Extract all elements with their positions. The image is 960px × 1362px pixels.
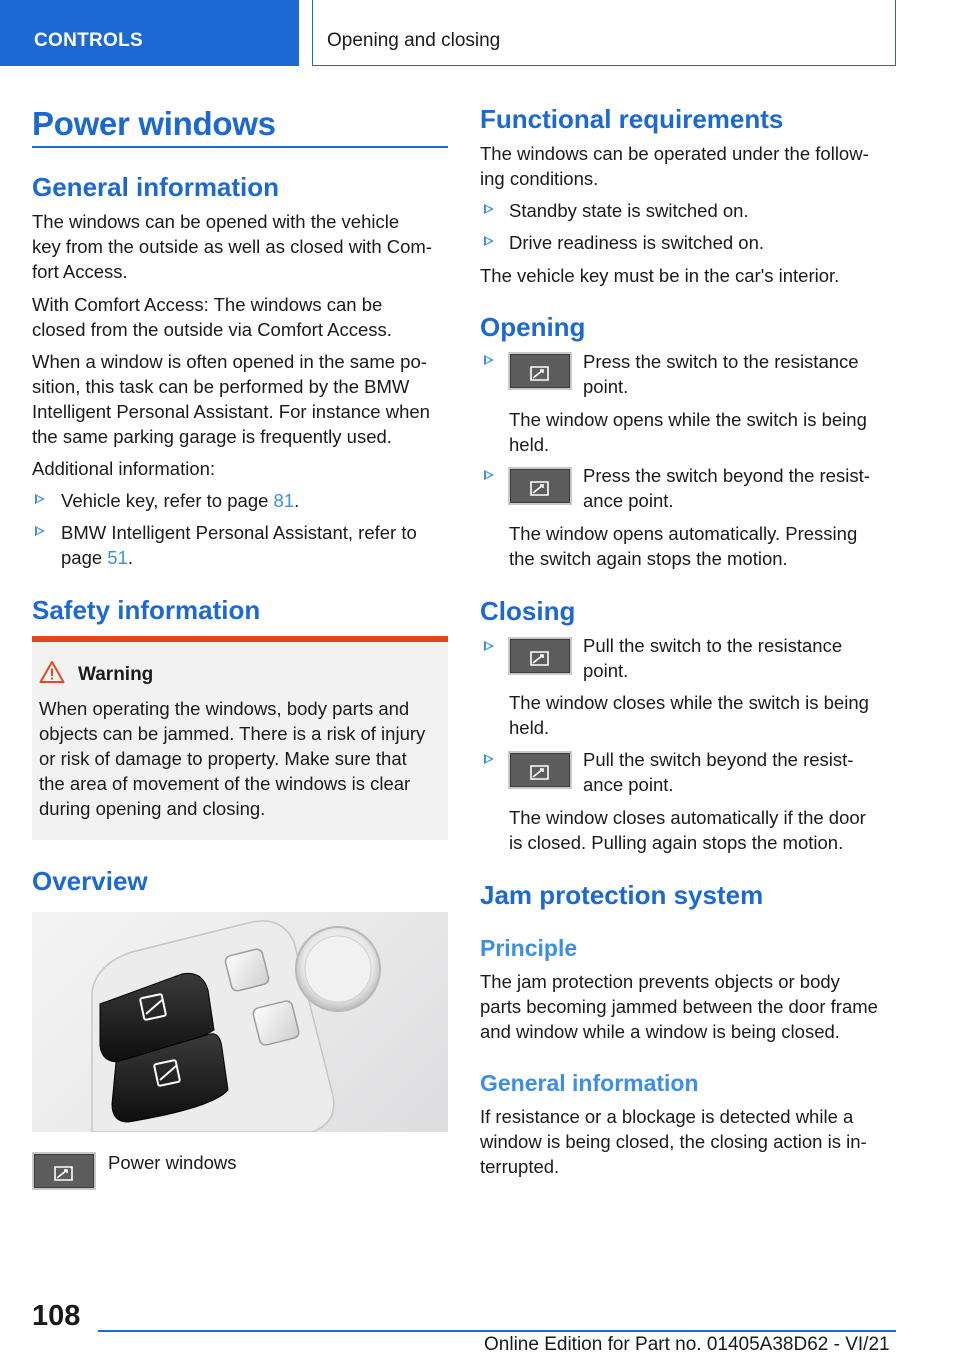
warning-text	[39, 696, 444, 821]
text-line: The jam protection prevents objects or body	[480, 971, 840, 992]
opening-step-1	[583, 349, 859, 399]
text-line: When operating the windows, body parts and	[39, 698, 410, 719]
text-line: The window closes automatically if the door	[509, 807, 866, 828]
additional-info-label: Additional information:	[32, 458, 216, 479]
principle-heading: Principle	[480, 935, 578, 961]
text-line: point.	[583, 376, 629, 397]
text-line: key from the outside as well as closed with Com‐	[32, 236, 432, 257]
safety-info-heading: Safety information	[32, 595, 261, 625]
window-switch-icon	[508, 352, 572, 390]
text-line: The window opens while the switch is being	[509, 409, 867, 430]
overview-heading: Overview	[32, 866, 148, 896]
text-line: The windows can be operated under the follow‐	[480, 143, 869, 164]
window-switch-icon	[508, 467, 572, 505]
text-line: Pull the switch to the resistance	[583, 635, 843, 656]
bullet-text: Vehicle key, refer to page	[61, 490, 274, 511]
text-line: point.	[583, 660, 629, 681]
window-switch-glyph	[510, 354, 570, 388]
text-line: fort Access.	[32, 261, 128, 282]
opening-step-2-desc	[509, 521, 857, 571]
text-line: the same parking garage is frequently used.	[32, 426, 392, 447]
opening-heading: Opening	[480, 312, 586, 342]
window-switch-glyph	[510, 753, 570, 787]
power-window-switches-photo	[32, 912, 448, 1132]
bullet-drive-readiness: Drive readiness is switched on.	[509, 232, 764, 253]
triangle-bullet-icon	[484, 470, 494, 480]
text-line: The window closes while the switch is being	[509, 692, 869, 713]
triangle-bullet-icon	[484, 355, 494, 365]
jam-general-heading: General information	[480, 1070, 699, 1096]
window-switch-icon	[508, 751, 572, 789]
text-line: held.	[509, 717, 550, 738]
period: .	[127, 547, 134, 568]
window-switch-icon	[32, 1152, 96, 1190]
section-tab	[0, 0, 299, 66]
title-rule	[32, 146, 448, 148]
page-title: Power windows	[32, 105, 276, 142]
page-number: 108	[32, 1300, 81, 1332]
text-line: closed from the outside via Comfort Access.	[32, 319, 392, 340]
text-line: parts becoming jammed between the door frame	[480, 996, 878, 1017]
text-line: terrupted.	[480, 1156, 560, 1177]
text-line: The window opens automatically. Pressing	[509, 523, 858, 544]
bullet-standby: Standby state is switched on.	[509, 200, 749, 221]
text-line: Intelligent Personal Assistant. For instance when	[32, 401, 430, 422]
jam-protection-heading: Jam protection system	[480, 880, 764, 910]
section-label: CONTROLS	[34, 30, 144, 51]
functional-req-heading: Functional requirements	[480, 104, 784, 134]
triangle-bullet-icon	[35, 526, 45, 536]
opening-step-2	[583, 463, 870, 513]
period: .	[294, 490, 300, 511]
window-switch-glyph	[34, 1154, 94, 1188]
icon-caption: Power windows	[108, 1152, 237, 1173]
switch-panel-illustration	[32, 912, 448, 1132]
text-line: The windows can be opened with the vehicle	[32, 211, 400, 232]
general-paragraph-1	[32, 209, 452, 284]
window-switch-glyph	[510, 469, 570, 503]
text-line: during opening and closing.	[39, 798, 266, 819]
text-line: and window while a window is being closed.	[480, 1021, 840, 1042]
text-line: Press the switch beyond the resist‐	[583, 465, 870, 486]
text-line: the switch again stops the motion.	[509, 548, 788, 569]
text-line: Pull the switch beyond the resist‐	[583, 749, 854, 770]
triangle-bullet-icon	[35, 494, 45, 504]
text-line: ing conditions.	[480, 168, 599, 189]
bullet-text: BMW Intelligent Personal Assistant, refer to	[61, 522, 417, 543]
text-line: sition, this task can be performed by the BMW	[32, 376, 410, 397]
page-link-81[interactable]: 81	[273, 490, 295, 511]
general-paragraph-3	[32, 349, 452, 449]
triangle-bullet-icon	[484, 754, 494, 764]
vehicle-key-note: The vehicle key must be in the car's interior.	[480, 265, 840, 286]
closing-heading: Closing	[480, 596, 576, 626]
edition-info: Online Edition for Part no. 01405A38D62 - VI/21	[484, 1334, 890, 1355]
text-line: ance point.	[583, 490, 674, 511]
text-line: objects can be jammed. There is a risk of injury	[39, 723, 426, 744]
window-switch-glyph	[510, 639, 570, 673]
bullet-text: page	[61, 547, 108, 568]
general-info-heading: General information	[32, 172, 280, 202]
text-line: When a window is often opened in the same po‐	[32, 351, 427, 372]
footer-rule	[98, 1330, 896, 1332]
warning-title: Warning	[78, 664, 154, 685]
chapter-label: Opening and closing	[327, 30, 501, 51]
bullet-assistant	[61, 520, 451, 570]
triangle-bullet-icon	[484, 204, 494, 214]
text-line: If resistance or a blockage is detected while a	[480, 1106, 854, 1127]
text-line: or risk of damage to property. Make sure that	[39, 748, 407, 769]
chapter-tab	[312, 0, 896, 66]
general-paragraph-2	[32, 292, 452, 342]
bullet-vehicle-key	[61, 488, 299, 513]
principle-text	[480, 969, 900, 1044]
window-switch-icon	[508, 637, 572, 675]
jam-general-text	[480, 1104, 900, 1179]
closing-step-1-desc	[509, 690, 869, 740]
text-line: the area of movement of the windows is clear	[39, 773, 411, 794]
warning-triangle-icon	[39, 660, 65, 684]
text-line: Press the switch to the resistance	[583, 351, 859, 372]
triangle-bullet-icon	[484, 236, 494, 246]
text-line: window is being closed, the closing action is in‐	[480, 1131, 867, 1152]
page-link-51[interactable]: 51	[107, 547, 128, 568]
text-line: With Comfort Access: The windows can be	[32, 294, 383, 315]
text-line: is closed. Pulling again stops the motion.	[509, 832, 844, 853]
closing-step-1	[583, 633, 842, 683]
opening-step-1-desc	[509, 407, 867, 457]
text-line: held.	[509, 434, 550, 455]
functional-intro	[480, 141, 900, 191]
text-line: ance point.	[583, 774, 674, 795]
triangle-bullet-icon	[484, 641, 494, 651]
closing-step-2	[583, 747, 853, 797]
closing-step-2-desc	[509, 805, 866, 855]
